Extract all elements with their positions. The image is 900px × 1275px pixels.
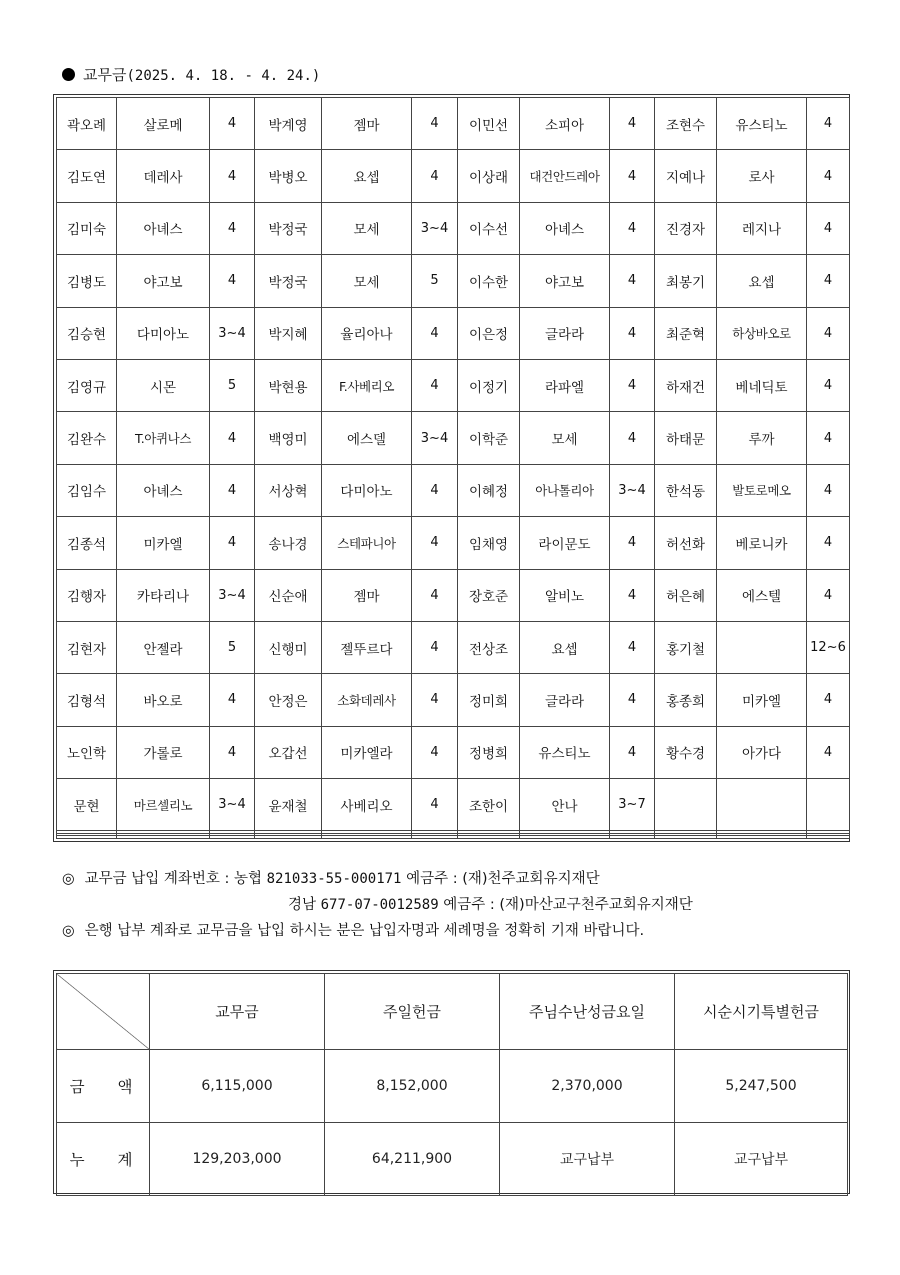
cumulative-value: 교구납부 [675, 1123, 848, 1196]
roster-amount-cell: 4 [610, 726, 655, 778]
roster-amount-cell: 4 [610, 674, 655, 726]
roster-baptismal-name-cell: 젬마 [322, 569, 412, 621]
roster-row [57, 255, 850, 307]
roster-baptismal-name-cell: 젤뚜르다 [322, 621, 412, 673]
roster-name-cell: 이정기 [458, 359, 520, 411]
title-label: 교무금 [83, 66, 127, 84]
roster-baptismal-name-cell: 요셉 [520, 621, 610, 673]
roster-baptismal-name-cell: 대건안드레아 [520, 150, 610, 202]
roster-baptismal-name-cell: 모세 [520, 412, 610, 464]
roster-name-cell: 백영미 [255, 412, 322, 464]
roster-name-cell: 김완수 [57, 412, 117, 464]
roster-amount-cell: 4 [610, 255, 655, 307]
roster-name-cell: 서상혁 [255, 464, 322, 516]
roster-name-cell: 박정국 [255, 202, 322, 254]
roster-name-cell: 홍기철 [655, 621, 717, 673]
title-period: (2025. 4. 18. - 4. 24.) [126, 68, 321, 84]
cumulative-value: 64,211,900 [325, 1123, 500, 1196]
roster-baptismal-name-cell: 모세 [322, 202, 412, 254]
roster-name-cell: 장호준 [458, 569, 520, 621]
roster-baptismal-name-cell: 에스텔 [717, 569, 807, 621]
roster-amount-cell: 4 [610, 307, 655, 359]
roster-baptismal-name-cell: 아녜스 [117, 464, 210, 516]
roster-row [57, 202, 850, 254]
roster-amount-cell [610, 836, 655, 839]
roster-row [57, 569, 850, 621]
roster-amount-cell: 4 [412, 779, 458, 831]
roster-name-cell: 박병오 [255, 150, 322, 202]
offering-summary-table [53, 970, 850, 1194]
roster-baptismal-name-cell: 레지나 [717, 202, 807, 254]
roster-baptismal-name-cell: 야고보 [117, 255, 210, 307]
roster-name-cell: 이수한 [458, 255, 520, 307]
roster-baptismal-name-cell: 로사 [717, 150, 807, 202]
row-label: 누 계 [57, 1123, 150, 1196]
roster-name-cell: 최준혁 [655, 307, 717, 359]
roster-amount-cell: 4 [210, 412, 255, 464]
roster-baptismal-name-cell: 미카엘 [717, 674, 807, 726]
diagonal-header-cell [57, 974, 150, 1050]
roster-baptismal-name-cell: 시몬 [117, 359, 210, 411]
roster-name-cell: 허은혜 [655, 569, 717, 621]
amount-value: 2,370,000 [500, 1050, 675, 1123]
contribution-roster-table [53, 94, 850, 842]
roster-amount-cell [412, 836, 458, 839]
roster-baptismal-name-cell: 마르셀리노 [117, 779, 210, 831]
roster-amount-cell: 4 [210, 150, 255, 202]
roster-amount-cell: 4 [807, 674, 850, 726]
roster-baptismal-name-cell [117, 836, 210, 839]
roster-name-cell: 김종석 [57, 517, 117, 569]
amount-value: 5,247,500 [675, 1050, 848, 1123]
roster-amount-cell: 4 [210, 255, 255, 307]
cumulative-value: 교구납부 [500, 1123, 675, 1196]
amount-value: 8,152,000 [325, 1050, 500, 1123]
roster-amount-cell: 4 [610, 517, 655, 569]
amount-row [57, 1050, 848, 1123]
roster-baptismal-name-cell: 글라라 [520, 674, 610, 726]
roster-amount-cell: 4 [412, 569, 458, 621]
roster-row [57, 307, 850, 359]
roster-name-cell: 이민선 [458, 98, 520, 150]
payment-instruction: ◎ 은행 납부 계좌로 교무금을 납입 하시는 분은 납입자명과 세례명을 정확히 기재 바랍니다. [62, 918, 693, 944]
roster-baptismal-name-cell [322, 836, 412, 839]
roster-name-cell: 김미숙 [57, 202, 117, 254]
roster-amount-cell: 4 [807, 464, 850, 516]
roster-baptismal-name-cell: 라이문도 [520, 517, 610, 569]
account-note-2: 경남 677-07-0012589 예금주 : (재)마산교구천주교회유지재단 [288, 897, 693, 913]
roster-baptismal-name-cell [717, 621, 807, 673]
cumulative-value: 129,203,000 [150, 1123, 325, 1196]
roster-amount-cell: 3~4 [210, 307, 255, 359]
roster-amount-cell: 4 [807, 307, 850, 359]
roster-baptismal-name-cell: 유스티노 [717, 98, 807, 150]
roster-row [57, 517, 850, 569]
roster-baptismal-name-cell: 안나 [520, 779, 610, 831]
roster-baptismal-name-cell: 소화데레사 [322, 674, 412, 726]
roster-row [57, 726, 850, 778]
roster-baptismal-name-cell: 미카엘 [117, 517, 210, 569]
roster-baptismal-name-cell: 모세 [322, 255, 412, 307]
roster-name-cell: 김임수 [57, 464, 117, 516]
roster-baptismal-name-cell: 아나톨리아 [520, 464, 610, 516]
roster-name-cell: 정미희 [458, 674, 520, 726]
roster-amount-cell: 4 [412, 98, 458, 150]
roster-name-cell: 임채영 [458, 517, 520, 569]
payment-notes [62, 866, 693, 944]
roster-name-cell: 하태문 [655, 412, 717, 464]
roster-name-cell: 이수선 [458, 202, 520, 254]
roster-baptismal-name-cell: 가롤로 [117, 726, 210, 778]
roster-name-cell: 이은정 [458, 307, 520, 359]
roster-baptismal-name-cell: 알비노 [520, 569, 610, 621]
roster-baptismal-name-cell: 다미아노 [322, 464, 412, 516]
roster-amount-cell: 4 [210, 202, 255, 254]
roster-amount-cell: 4 [210, 726, 255, 778]
roster-name-cell: 조한이 [458, 779, 520, 831]
roster-name-cell: 박정국 [255, 255, 322, 307]
roster-name-cell: 최봉기 [655, 255, 717, 307]
roster-baptismal-name-cell: 율리아나 [322, 307, 412, 359]
roster-name-cell [458, 836, 520, 839]
roster-name-cell: 노인학 [57, 726, 117, 778]
roster-amount-cell: 4 [210, 98, 255, 150]
roster-baptismal-name-cell: 야고보 [520, 255, 610, 307]
roster-name-cell: 오갑선 [255, 726, 322, 778]
roster-baptismal-name-cell: 아녜스 [520, 202, 610, 254]
page-title [62, 64, 320, 86]
roster-baptismal-name-cell: 카타리나 [117, 569, 210, 621]
roster-amount-cell: 4 [807, 150, 850, 202]
roster-amount-cell [807, 779, 850, 831]
roster-name-cell: 박계영 [255, 98, 322, 150]
roster-amount-cell: 4 [610, 202, 655, 254]
roster-name-cell: 안정은 [255, 674, 322, 726]
roster-name-cell: 김행자 [57, 569, 117, 621]
roster-name-cell: 홍종희 [655, 674, 717, 726]
roster-baptismal-name-cell [520, 836, 610, 839]
roster-amount-cell: 4 [807, 255, 850, 307]
roster-amount-cell: 3~4 [210, 569, 255, 621]
roster-amount-cell: 4 [610, 412, 655, 464]
roster-baptismal-name-cell: 아가다 [717, 726, 807, 778]
roster-amount-cell: 4 [807, 517, 850, 569]
roster-amount-cell: 4 [807, 726, 850, 778]
roster-name-cell: 윤재철 [255, 779, 322, 831]
roster-name-cell: 곽오례 [57, 98, 117, 150]
double-circle-icon: ◎ [62, 871, 75, 887]
roster-baptismal-name-cell: 유스티노 [520, 726, 610, 778]
roster-amount-cell: 4 [412, 464, 458, 516]
roster-amount-cell: 4 [412, 517, 458, 569]
roster-row [57, 621, 850, 673]
roster-name-cell: 김병도 [57, 255, 117, 307]
roster-name-cell: 박지혜 [255, 307, 322, 359]
column-header: 주일헌금 [325, 974, 500, 1050]
roster-amount-cell [210, 836, 255, 839]
roster-baptismal-name-cell [717, 779, 807, 831]
roster-name-cell: 이상래 [458, 150, 520, 202]
roster-name-cell: 송나경 [255, 517, 322, 569]
summary-header-row [57, 974, 848, 1050]
roster-name-cell: 황수경 [655, 726, 717, 778]
double-circle-icon: ◎ [62, 923, 75, 939]
cumulative-row [57, 1123, 848, 1196]
roster-amount-cell: 4 [210, 517, 255, 569]
roster-baptismal-name-cell: 젬마 [322, 98, 412, 150]
roster-name-cell: 조현수 [655, 98, 717, 150]
roster-amount-cell: 12~6 [807, 621, 850, 673]
roster-baptismal-name-cell: 안젤라 [117, 621, 210, 673]
roster-name-cell: 정병희 [458, 726, 520, 778]
roster-baptismal-name-cell: 미카엘라 [322, 726, 412, 778]
roster-baptismal-name-cell: 사베리오 [322, 779, 412, 831]
roster-baptismal-name-cell: 베로니카 [717, 517, 807, 569]
roster-name-cell: 진경자 [655, 202, 717, 254]
roster-baptismal-name-cell: 요셉 [322, 150, 412, 202]
roster-row [57, 150, 850, 202]
roster-amount-cell: 4 [412, 726, 458, 778]
roster-row [57, 412, 850, 464]
roster-baptismal-name-cell: 스테파니아 [322, 517, 412, 569]
roster-amount-cell: 4 [412, 359, 458, 411]
roster-name-cell: 김영규 [57, 359, 117, 411]
roster-amount-cell: 3~4 [412, 412, 458, 464]
roster-baptismal-name-cell: F.사베리오 [322, 359, 412, 411]
roster-baptismal-name-cell: 하상바오로 [717, 307, 807, 359]
column-header: 교무금 [150, 974, 325, 1050]
roster-name-cell: 김도연 [57, 150, 117, 202]
roster-name-cell [655, 836, 717, 839]
roster-amount-cell: 4 [412, 621, 458, 673]
roster-baptismal-name-cell: 에스델 [322, 412, 412, 464]
roster-amount-cell: 3~7 [610, 779, 655, 831]
roster-baptismal-name-cell: 루까 [717, 412, 807, 464]
roster-amount-cell: 4 [210, 464, 255, 516]
roster-amount-cell: 4 [610, 569, 655, 621]
roster-baptismal-name-cell: 베네딕토 [717, 359, 807, 411]
roster-amount-cell: 4 [412, 307, 458, 359]
roster-row [57, 674, 850, 726]
roster-name-cell: 문현 [57, 779, 117, 831]
roster-name-cell: 허선화 [655, 517, 717, 569]
roster-row [57, 464, 850, 516]
roster-baptismal-name-cell: 데레사 [117, 150, 210, 202]
roster-amount-cell: 4 [610, 98, 655, 150]
roster-name-cell: 지예나 [655, 150, 717, 202]
roster-row [57, 359, 850, 411]
roster-name-cell [655, 779, 717, 831]
account-number-gyeongnam: 677-07-0012589 [320, 897, 439, 913]
column-header: 시순시기특별헌금 [675, 974, 848, 1050]
account-number-nonghyup: 821033-55-000171 [266, 871, 402, 887]
roster-amount-cell: 3~4 [412, 202, 458, 254]
roster-baptismal-name-cell [717, 836, 807, 839]
roster-baptismal-name-cell: 소피아 [520, 98, 610, 150]
row-label: 금 액 [57, 1050, 150, 1123]
roster-name-cell: 신행미 [255, 621, 322, 673]
roster-row [57, 836, 850, 839]
roster-amount-cell: 4 [210, 674, 255, 726]
roster-baptismal-name-cell: 라파엘 [520, 359, 610, 411]
roster-amount-cell: 4 [807, 359, 850, 411]
roster-name-cell [57, 836, 117, 839]
roster-name-cell: 신순애 [255, 569, 322, 621]
roster-name-cell [255, 836, 322, 839]
account-note-1: ◎ 교무금 납입 계좌번호 : 농협 821033-55-000171 예금주 : (재)천주교회유지재단 [62, 866, 693, 892]
roster-amount-cell: 3~4 [610, 464, 655, 516]
roster-amount-cell: 5 [210, 621, 255, 673]
roster-amount-cell: 3~4 [210, 779, 255, 831]
roster-baptismal-name-cell: 바오로 [117, 674, 210, 726]
roster-amount-cell: 4 [807, 569, 850, 621]
roster-baptismal-name-cell: 다미아노 [117, 307, 210, 359]
roster-name-cell: 김형석 [57, 674, 117, 726]
roster-amount-cell: 4 [807, 202, 850, 254]
roster-amount-cell: 5 [412, 255, 458, 307]
roster-name-cell: 한석동 [655, 464, 717, 516]
roster-name-cell: 이혜정 [458, 464, 520, 516]
roster-amount-cell: 5 [210, 359, 255, 411]
roster-baptismal-name-cell: T.아퀴나스 [117, 412, 210, 464]
roster-row [57, 779, 850, 831]
roster-baptismal-name-cell: 아녜스 [117, 202, 210, 254]
roster-name-cell: 하재건 [655, 359, 717, 411]
roster-amount-cell: 4 [412, 674, 458, 726]
column-header: 주님수난성금요일 [500, 974, 675, 1050]
roster-name-cell: 김현자 [57, 621, 117, 673]
bullet-icon [62, 68, 75, 81]
roster-amount-cell: 4 [412, 150, 458, 202]
roster-amount-cell [807, 836, 850, 839]
amount-value: 6,115,000 [150, 1050, 325, 1123]
roster-name-cell: 김승현 [57, 307, 117, 359]
roster-amount-cell: 4 [807, 412, 850, 464]
roster-amount-cell: 4 [610, 621, 655, 673]
roster-baptismal-name-cell: 요셉 [717, 255, 807, 307]
roster-baptismal-name-cell: 글라라 [520, 307, 610, 359]
roster-amount-cell: 4 [610, 150, 655, 202]
roster-baptismal-name-cell: 살로메 [117, 98, 210, 150]
roster-name-cell: 이학준 [458, 412, 520, 464]
roster-baptismal-name-cell: 발토로메오 [717, 464, 807, 516]
roster-amount-cell: 4 [610, 359, 655, 411]
roster-row [57, 98, 850, 150]
roster-amount-cell: 4 [807, 98, 850, 150]
roster-name-cell: 전상조 [458, 621, 520, 673]
roster-name-cell: 박현용 [255, 359, 322, 411]
